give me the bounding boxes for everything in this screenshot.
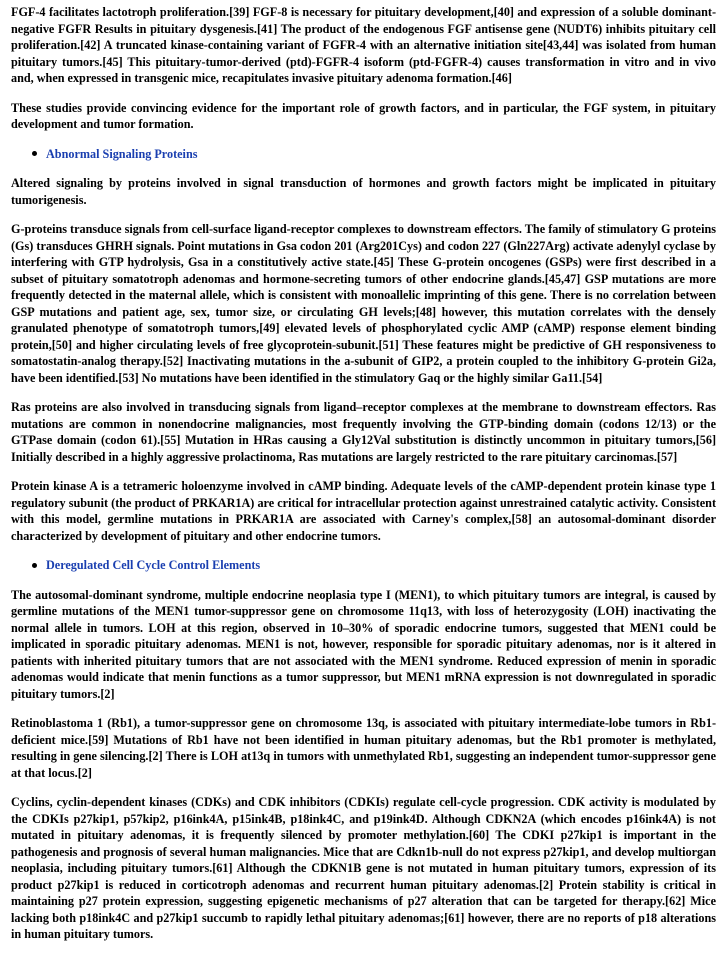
paragraph-retinoblastoma: Retinoblastoma 1 (Rb1), a tumor-suppressor gene on chromosome 13q, is associated with pituitary intermediate-lobe tumors in Rb1-deficient mice.[59] Mutations of Rb1 have not been identified in human pituitary adenomas, but the Rb1 promoter is methylated, resulting in gene silencing.[2] There is LOH at13q in tumors with unmethylated Rb1, suggesting an independent tumor-suppressor gene at that locus.[2] — [11, 716, 716, 780]
paragraph-protein-kinase-a: Protein kinase A is a tetrameric holoenzyme involved in cAMP binding. Adequate levels of the cAMP-dependent protein kinase type 1 regulatory subunit (the product of PRKAR1A) are critical for intracellular protection against unrestrained catalytic activity. Consistent with this model, germline mutations in PRKAR1A are associated with Carney's complex,[58] an autosomal-dominant disorder characterized by development of pituitary and other endocrine tumors. — [11, 479, 716, 543]
deregulated-cell-cycle-link[interactable]: Deregulated Cell Cycle Control Elements — [46, 558, 261, 572]
paragraph-men1: The autosomal-dominant syndrome, multiple endocrine neoplasia type I (MEN1), to which pituitary tumors are integral, is caused by germline mutations of the MEN1 tumor-suppressor gene on chromosome 11q13, with loss of heterozygosity (LOH) inactivating the normal allele in tumors. LOH at this region, observed in 10–30% of sporadic endocrine tumors, suggested that MEN1 could be implicated in sporadic pituitary adenomas. MEN1 is not, however, responsible for sporadic pituitary adenomas, nor is it altered in patients with inherited pituitary tumors that are not associated with the MEN1 syndrome. Reduced expression of menin in sporadic adenomas would indicate that menin functions as a tumor suppressor, but MEN1 mRNA expression is not downregulated in sporadic pituitary tumors.[2] — [11, 587, 716, 701]
article-body — [11, 4, 716, 956]
paragraph-altered-signaling: Altered signaling by proteins involved in signal transduction of hormones and growth factors might be implicated in pituitary tumorigenesis. — [11, 176, 716, 207]
paragraph-g-proteins: G-proteins transduce signals from cell-surface ligand-receptor complexes to downstream effectors. The family of stimulatory G proteins (Gs) transduces GHRH signals. Point mutations in Gsa codon 201 (Arg201Cys) and codon 227 (Gln227Arg) activate adenylyl cyclase by interfering with GTP hydrolysis, Gsa in a constitutively active state.[45] These G-protein oncogenes (GSPs) were first described in a subset of pituitary somatotroph adenomas and hormone-secreting tumors of other endocrine glands.[45,47] GSP mutations are more frequently detected in the maternal allele, which is consistent with monoallelic imprinting of this gene. There is no correlation between GSP mutations and patient age, sex, tumor size, or circulating GH levels;[48] however, this mutation correlates with the densely granulated phenotype of somatotroph tumors,[49] elevated levels of phosphorylated cyclic AMP (cAMP) response element binding protein,[50] and higher circulating levels of free glycoprotein-subunit.[51] These features might be predictive of GH responsiveness to somatostatin-analog therapy.[52] Inactivating mutations in the a-subunit of GIP2, a protein coupled to the inhibitory G-protein Gi2a, have been identified.[53] No mutations have been identified in the stimulatory Gaq or the highly similar Ga11.[54] — [11, 222, 716, 385]
paragraph-cyclins: Cyclins, cyclin-dependent kinases (CDKs) and CDK inhibitors (CDKIs) regulate cell-cycle progression. CDK activity is modulated by the CDKIs p27kip1, p57kip2, p16ink4A, p15ink4B, p18ink4C, and p19ink4D. Although CDKN2A (which encodes p16ink4A) is not mutated in pituitary adenomas, it is frequently silenced by promoter methylation.[60] The CDKI p27kip1 is important in the pathogenesis and prognosis of several human malignancies. Mice that are Cdkn1b-null do not express p27kip1, and develop multiorgan neoplasia, including pituitary tumors.[61] Although the CDKN1B gene is not mutated in human pituitary tumors, expression of its product p27kip1 is reduced in corticotroph adenomas and recurrent human pituitary adenomas.[2] Protein stability is critical in maintaining p27 protein expression, suggesting epigenetic mechanisms of p27 alteration that can be targeted for therapy.[62] Mice lacking both p18ink4C and p27kip1 succumb to rapidly lethal pituitary adenomas;[61] however, there are no reports of p18 alterations in human pituitary tumors. — [11, 795, 716, 941]
bullet-dot-icon — [32, 151, 37, 156]
paragraph-growth-factors-summary: These studies provide convincing evidence for the important role of growth factors, and in particular, the FGF system, in pituitary development and tumor formation. — [11, 100, 716, 131]
section-bullet-deregulated-cell-cycle — [11, 557, 716, 574]
section-bullet-abnormal-signaling — [11, 146, 716, 163]
paragraph-ras-proteins: Ras proteins are also involved in transducing signals from ligand–receptor complexes at the membrane to downstream effectors. Ras mutations are common in nonendocrine malignancies, most frequently involving the GTP-binding domain (codons 12/13) or the GTPase domain (codon 61).[55] Mutation in HRas causing a Gly12Val substitution is distinctly uncommon in pituitary tumors,[56] Initially described in a highly aggressive prolactinoma, Ras mutations are largely restricted to the rare pituitary carcinomas.[57] — [11, 400, 716, 464]
paragraph-fgf4: FGF-4 facilitates lactotroph proliferation.[39] FGF-8 is necessary for pituitary development,[40] and expression of a soluble dominant-negative FGFR Results in pituitary dysgenesis.[41] The product of the endogenous FGF antisense gene (NUDT6) inhibits pituitary cell proliferation.[42] A truncated kinase-containing variant of FGFR-4 with an alternative initiation site[43,44] was isolated from human pituitary tumors.[45] This pituitary-tumor-derived (ptd)-FGFR-4 isoform (ptd-FGFR-4) causes transformation in vitro and in vivo and, when expressed in transgenic mice, recapitulates invasive pituitary adenoma formation.[46] — [11, 5, 716, 85]
abnormal-signaling-proteins-link[interactable]: Abnormal Signaling Proteins — [46, 146, 198, 161]
bullet-dot-icon — [32, 563, 37, 568]
